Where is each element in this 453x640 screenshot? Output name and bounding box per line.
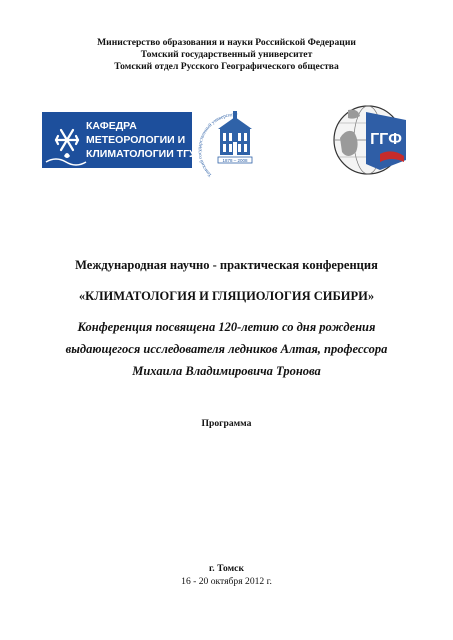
geographic-society-name: Томский отдел Русского Географического общества xyxy=(114,61,339,72)
ministry-name: Министерство образования и науки Российской Федерации xyxy=(97,37,356,48)
dedication-line-3: Михаила Владимировича Тронова xyxy=(132,364,321,378)
snowflake-icon xyxy=(42,112,192,168)
dept-logo-line1: КАФЕДРА xyxy=(86,120,137,132)
seal-ring-text: Томский государственный университ xyxy=(197,113,234,178)
university-seal-logo xyxy=(190,95,280,195)
dedication-line-2: выдающегося исследователя ледников Алтая, профессора xyxy=(65,342,388,356)
geography-faculty-logo xyxy=(330,98,412,182)
dedication-line-1: Конференция посвящена 120-летию со дня рождения xyxy=(77,320,376,334)
conference-title: «КЛИМАТОЛОГИЯ И ГЛЯЦИОЛОГИЯ СИБИРИ» xyxy=(78,289,375,303)
dept-logo-line3: КЛИМАТОЛОГИИ ТГУ xyxy=(86,148,192,160)
conference-dates: 16 - 20 октября 2012 г. xyxy=(181,576,272,587)
university-name: Томский государственный университет xyxy=(140,49,313,60)
faculty-abbrev: ГГФ xyxy=(370,131,402,148)
conference-type: Международная научно - практическая конференция xyxy=(75,258,378,272)
dept-logo-line2: МЕТЕОРОЛОГИИ И xyxy=(86,134,186,146)
department-logo xyxy=(42,112,192,168)
seal-years: 1878 – 2008 xyxy=(222,158,248,163)
city-name: г. Томск xyxy=(209,563,244,574)
program-label: Программа xyxy=(201,418,252,429)
